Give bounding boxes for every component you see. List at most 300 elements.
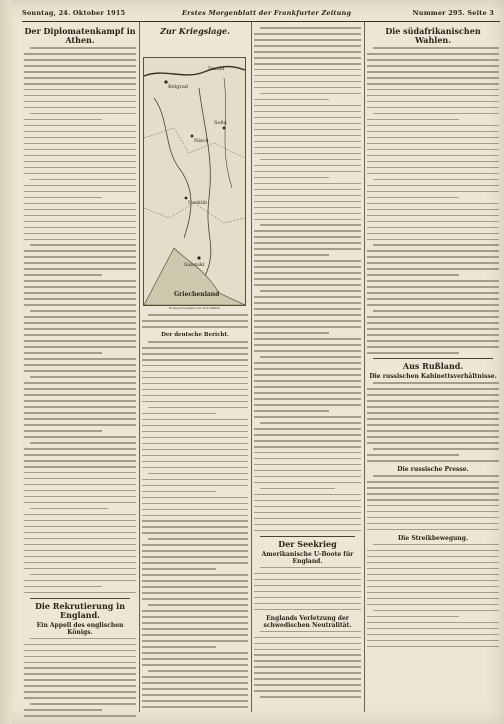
text-line: [254, 654, 361, 656]
text-line: [142, 509, 248, 511]
article-headline: Der Diplomatenkampf in Athen.: [24, 27, 136, 45]
text-line: [260, 488, 335, 490]
text-line: [24, 119, 102, 121]
text-line: [367, 256, 499, 258]
text-line: [367, 412, 499, 414]
text-line: [254, 338, 361, 340]
column-2-lower: [142, 306, 248, 718]
text-line: [367, 499, 499, 501]
text-line: [24, 340, 136, 342]
text-line: [367, 155, 499, 157]
article-headline: Zur Kriegslage.: [160, 27, 230, 36]
text-line: [142, 688, 248, 690]
text-line: [373, 448, 499, 450]
text-line: [254, 404, 361, 406]
text-line: [24, 520, 136, 522]
text-line: [24, 203, 136, 205]
map-label: Uesküb: [188, 200, 208, 206]
article-subhead: Der deutsche Bericht.: [161, 331, 229, 338]
text-line: [254, 296, 361, 298]
text-line: [367, 137, 499, 139]
text-line: [367, 481, 499, 483]
text-line: [24, 95, 136, 97]
text-line: [254, 147, 361, 149]
text-line: [367, 556, 499, 558]
text-line: [254, 597, 361, 599]
text-line: [254, 201, 361, 203]
article-subhead: Die russischen Kabinettsverhältnisse.: [369, 373, 497, 381]
text-line: [24, 131, 136, 133]
text-line: [24, 370, 136, 372]
text-line: [367, 550, 499, 552]
text-line: [142, 640, 248, 642]
text-line: [24, 221, 136, 223]
column-3: [254, 27, 361, 719]
text-line: [367, 436, 499, 438]
text-line: [142, 574, 248, 576]
text-line: [254, 678, 361, 680]
text-line: [148, 670, 248, 672]
article-body: [254, 27, 361, 531]
text-line: [30, 113, 136, 115]
text-line: [254, 452, 361, 454]
text-line: [254, 440, 361, 442]
text-line: [142, 580, 248, 582]
header-date: Sonntag, 24. Oktober 1915: [22, 9, 126, 17]
text-line: [254, 284, 361, 286]
text-line: [254, 344, 361, 346]
text-line: [367, 191, 499, 193]
text-line: [24, 83, 136, 85]
text-line: [367, 334, 499, 336]
text-line: [142, 610, 248, 612]
text-line: [24, 197, 102, 199]
text-line: [367, 239, 499, 241]
text-line: [142, 425, 248, 427]
text-line: [30, 310, 136, 312]
text-line: [254, 254, 329, 256]
text-line: [260, 422, 361, 424]
text-line: [367, 298, 499, 300]
text-line: [367, 292, 499, 294]
text-line: [367, 77, 499, 79]
text-line: [254, 75, 361, 77]
text-line: [24, 662, 136, 664]
article-subhead: Englands Verletzung der schwedischen Neutralität.: [263, 614, 352, 629]
map-label: Sofia: [214, 120, 227, 126]
text-line: [254, 512, 361, 514]
text-line: [24, 650, 136, 652]
text-line: [24, 490, 136, 492]
text-line: [367, 119, 459, 121]
text-line: [254, 494, 361, 496]
article-body: [367, 475, 499, 530]
text-line: [367, 322, 499, 324]
text-line: [367, 568, 499, 570]
map-label: Nisch: [194, 138, 209, 144]
text-line: [142, 550, 248, 552]
text-line: [254, 230, 361, 232]
text-line: [254, 105, 361, 107]
text-line: [24, 538, 136, 540]
text-line: [367, 227, 499, 229]
text-line: [142, 503, 248, 505]
text-line: [254, 278, 361, 280]
text-line: [142, 443, 248, 445]
text-line: [142, 437, 248, 439]
text-line: [142, 365, 248, 367]
text-line: [367, 143, 499, 145]
text-line: [254, 500, 361, 502]
text-line: [373, 544, 499, 546]
text-line: [148, 341, 248, 343]
text-line: [367, 598, 499, 600]
text-line: [254, 585, 361, 587]
text-line: [367, 161, 499, 163]
text-line: [24, 125, 136, 127]
text-line: [24, 286, 136, 288]
text-line: [24, 656, 136, 658]
text-line: [24, 65, 136, 67]
text-line: [367, 185, 499, 187]
column-divider: [251, 22, 252, 712]
article-body: [142, 314, 248, 328]
text-line: [367, 442, 499, 444]
text-line: [24, 227, 136, 229]
text-line: [148, 407, 248, 409]
text-line: [367, 340, 499, 342]
text-line: [373, 382, 499, 384]
text-line: [254, 660, 361, 662]
article-body: [367, 47, 499, 354]
text-line: [254, 428, 361, 430]
text-line: [367, 352, 459, 354]
text-line: [254, 219, 361, 221]
text-line: [367, 529, 499, 531]
text-line: [254, 141, 361, 143]
text-line: [142, 359, 248, 361]
text-line: [24, 155, 136, 157]
column-1: [24, 27, 136, 719]
text-line: [373, 610, 499, 612]
text-line: [24, 53, 136, 55]
text-line: [142, 320, 248, 322]
text-line: [254, 506, 361, 508]
text-line: [24, 233, 136, 235]
text-line: [24, 418, 136, 420]
text-line: [367, 107, 499, 109]
text-line: [24, 556, 136, 558]
text-line: [367, 233, 499, 235]
text-line: [24, 334, 136, 336]
text-line: [142, 479, 248, 481]
text-line: [142, 461, 248, 463]
text-line: [24, 137, 136, 139]
text-line: [142, 556, 248, 558]
column-divider: [139, 22, 140, 712]
text-line: [367, 53, 499, 55]
text-line: [254, 609, 361, 611]
text-line: [254, 476, 361, 478]
text-line: [373, 179, 499, 181]
text-line: [142, 401, 248, 403]
text-line: [24, 644, 136, 646]
text-line: [254, 458, 361, 460]
text-line: [142, 598, 248, 600]
text-line: [254, 374, 361, 376]
text-line: [24, 143, 136, 145]
text-line: [24, 322, 136, 324]
text-line: [24, 304, 136, 306]
text-line: [254, 579, 361, 581]
text-line: [254, 524, 361, 526]
text-line: [254, 684, 361, 686]
text-line: [30, 508, 108, 510]
text-line: [254, 518, 361, 520]
text-line: [367, 262, 499, 264]
text-line: [367, 89, 499, 91]
text-line: [254, 177, 329, 179]
text-line: [254, 464, 361, 466]
text-line: [260, 93, 361, 95]
text-line: [254, 690, 361, 692]
text-line: [254, 672, 361, 674]
text-line: [142, 326, 248, 328]
header-paper-name: Erstes Morgenblatt der Frankfurter Zeitung: [182, 9, 352, 17]
text-line: [24, 358, 136, 360]
text-line: [254, 362, 361, 364]
text-line: [367, 562, 499, 564]
text-line: [367, 505, 499, 507]
text-line: [254, 649, 361, 651]
article-headline: Die südafrikanischen Wahlen.: [385, 27, 481, 45]
text-line: [24, 514, 136, 516]
text-line: [24, 209, 136, 211]
text-line: [142, 616, 248, 618]
text-line: [24, 346, 136, 348]
text-line: [367, 101, 499, 103]
text-line: [254, 171, 361, 173]
text-line: [254, 332, 329, 334]
text-line: [24, 436, 136, 438]
text-line: [367, 493, 499, 495]
text-line: [142, 700, 248, 702]
text-line: [367, 83, 499, 85]
text-line: [24, 250, 136, 252]
text-line: [24, 316, 136, 318]
text-line: [367, 131, 499, 133]
text-line: [24, 298, 136, 300]
text-line: [254, 470, 361, 472]
text-line: [24, 532, 136, 534]
text-line: [142, 568, 216, 570]
text-line: [254, 69, 361, 71]
text-line: [367, 523, 499, 525]
text-line: [142, 694, 248, 696]
text-line: [142, 634, 248, 636]
text-line: [254, 87, 361, 89]
text-line: [24, 394, 136, 396]
text-line: [367, 604, 499, 606]
article-subhead: Amerikanische U-Boote für England.: [261, 550, 354, 565]
text-line: [24, 526, 136, 528]
text-line: [142, 520, 248, 522]
text-line: [254, 248, 361, 250]
text-line: [254, 33, 361, 35]
text-line: [254, 591, 361, 593]
text-line: [254, 398, 361, 400]
text-line: [142, 377, 248, 379]
text-line: [24, 592, 136, 594]
text-line: [367, 65, 499, 67]
text-line: [254, 242, 361, 244]
text-line: [24, 167, 136, 169]
text-line: [367, 517, 499, 519]
text-line: [142, 592, 248, 594]
map-caption: Kriegsschauplatz auf dem Balkan.: [169, 306, 221, 310]
text-line: [148, 473, 248, 475]
text-line: [367, 580, 499, 582]
text-line: [142, 395, 248, 397]
text-line: [24, 460, 136, 462]
text-line: [254, 81, 361, 83]
text-line: [367, 173, 499, 175]
text-line: [148, 538, 248, 540]
article-body: [254, 567, 361, 610]
text-line: [367, 634, 499, 636]
text-line: [30, 638, 136, 640]
text-line: [142, 622, 248, 624]
text-line: [24, 454, 136, 456]
text-line: [367, 616, 459, 618]
text-line: [24, 478, 136, 480]
header-rule: [22, 21, 500, 22]
text-line: [142, 491, 216, 493]
text-line: [254, 153, 361, 155]
text-line: [24, 256, 136, 258]
text-line: [142, 652, 248, 654]
article-subhead: Die Streikbewegung.: [397, 534, 469, 542]
text-line: [367, 286, 499, 288]
text-line: [254, 57, 361, 59]
text-line: [24, 502, 136, 504]
text-line: [254, 236, 361, 238]
text-line: [24, 496, 136, 498]
text-line: [367, 574, 499, 576]
text-line: [254, 410, 329, 412]
text-line: [367, 646, 499, 648]
text-line: [142, 586, 248, 588]
text-line: [254, 666, 361, 668]
text-line: [367, 250, 499, 252]
text-line: [24, 430, 102, 432]
text-line: [24, 89, 136, 91]
text-line: [367, 424, 499, 426]
text-line: [24, 71, 136, 73]
text-line: [254, 434, 361, 436]
text-line: [254, 51, 361, 53]
text-line: [24, 388, 136, 390]
text-line: [142, 419, 248, 421]
text-line: [30, 47, 136, 49]
text-line: [367, 149, 499, 151]
text-line: [24, 328, 136, 330]
article-separator: [373, 358, 493, 359]
column-4: [367, 27, 499, 719]
text-line: [367, 487, 499, 489]
column-divider: [364, 22, 365, 712]
text-line: [367, 394, 499, 396]
text-line: [254, 207, 361, 209]
text-line: [24, 424, 136, 426]
text-line: [254, 446, 361, 448]
text-line: [254, 637, 361, 639]
text-line: [373, 244, 499, 246]
map-label: Griechenland: [174, 291, 220, 298]
text-line: [260, 696, 361, 698]
text-line: [254, 123, 361, 125]
text-line: [254, 320, 361, 322]
article-body: [24, 47, 136, 593]
text-line: [367, 59, 499, 61]
text-line: [254, 368, 361, 370]
article-body: [142, 341, 248, 708]
text-line: [254, 63, 361, 65]
text-line: [142, 383, 248, 385]
text-line: [367, 209, 499, 211]
text-line: [24, 550, 136, 552]
text-line: [142, 515, 248, 517]
text-line: [24, 472, 136, 474]
article-body: [367, 382, 499, 461]
text-line: [254, 302, 361, 304]
text-line: [367, 460, 499, 462]
text-line: [367, 215, 499, 217]
text-line: [254, 111, 361, 113]
article-separator: [260, 536, 355, 537]
text-line: [24, 715, 136, 717]
article-body: [254, 631, 361, 698]
text-line: [260, 290, 361, 292]
text-line: [260, 27, 361, 29]
text-line: [142, 497, 248, 499]
text-line: [24, 59, 136, 61]
article-body: [367, 544, 499, 647]
text-line: [24, 544, 136, 546]
text-line: [254, 392, 361, 394]
text-line: [254, 482, 361, 484]
text-line: [367, 454, 459, 456]
text-line: [30, 244, 136, 246]
text-line: [367, 346, 499, 348]
text-line: [254, 266, 361, 268]
text-line: [30, 574, 136, 576]
text-line: [24, 448, 136, 450]
text-line: [367, 430, 499, 432]
text-line: [24, 382, 136, 384]
text-line: [24, 679, 136, 681]
article-subhead: Die russische Presse.: [397, 465, 469, 473]
page-binding-edge: [0, 0, 12, 724]
text-line: [367, 628, 499, 630]
map-illustration: [144, 58, 245, 305]
text-line: [254, 165, 361, 167]
text-line: [24, 292, 136, 294]
text-line: [24, 239, 136, 241]
text-line: [142, 353, 248, 355]
text-line: [24, 406, 136, 408]
text-line: [24, 364, 136, 366]
